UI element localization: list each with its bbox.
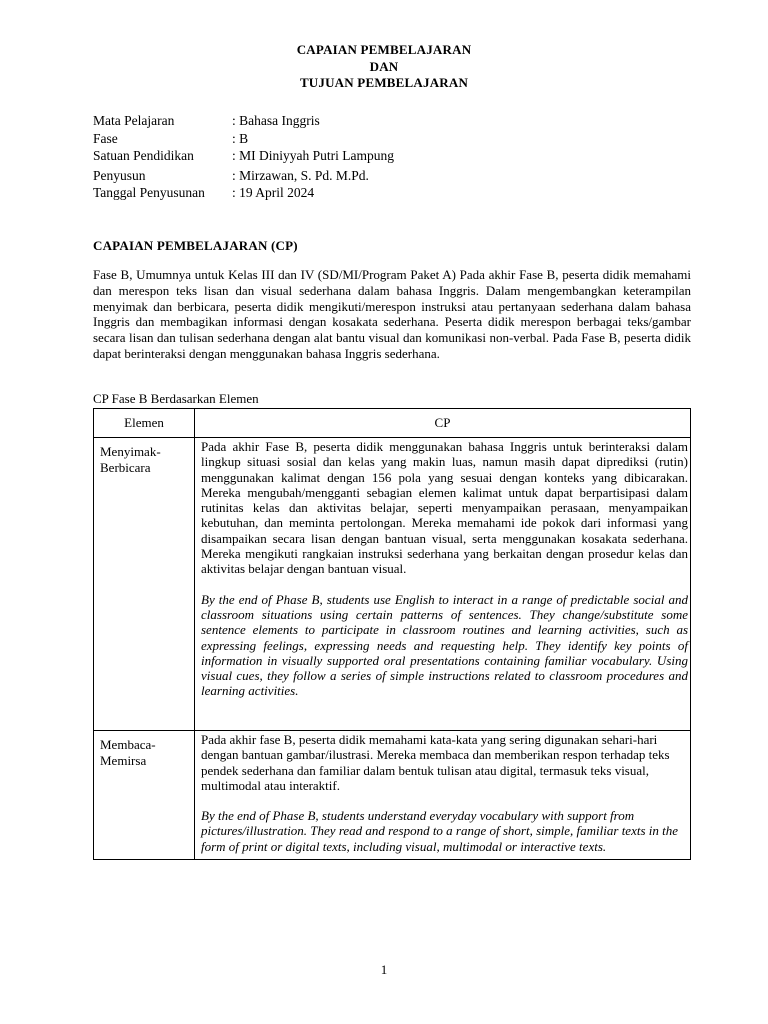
meta-row-author [93, 167, 394, 185]
meta-label: Mata Pelajaran [93, 113, 175, 128]
table-header-row [94, 409, 691, 438]
meta-value: : MI Diniyyah Putri Lampung [232, 148, 394, 163]
meta-value: : B [232, 130, 249, 146]
meta-row-school [93, 147, 394, 165]
meta-value: : 19 April 2024 [232, 185, 315, 200]
cp-table [93, 408, 691, 860]
elemen-cell [94, 731, 195, 860]
elemen-cell [94, 438, 195, 731]
cp-text-indonesian: Pada akhir fase B, peserta didik memahami kata-kata yang sering digunakan sehari-hari dengan bantuan gambar/ilustrasi. Mereka membaca dan memberikan respon terhadap teks pendek sederhana dan familiar dalam bentuk tulisan atau digital, termasuk teks visual, multimodal atau interaktif. [201, 732, 670, 793]
header-cp: CP [195, 409, 691, 438]
meta-value: : Mirzawan, S. Pd. M.Pd. [232, 167, 369, 183]
cp-text-indonesian: Pada akhir Fase B, peserta didik menggunakan bahasa Inggris untuk berinteraksi dalam lingkup situasi sosial dan kelas yang makin luas, namun masih dapat diprediksi (rutin) menggunakan kalimat dengan 156 pola yang sesuai dengan konteks yang dibicarakan. Mereka mengubah/mengganti sebagian elemen kalimat untuk dapat berpartisipasi dalam rutinitas kelas dan aktivitas belajar, seperti menyampaikan perasaan, menyampaikan kebutuhan, dan meminta pertolongan. Mereka memahami ide pokok dari informasi yang disampaikan secara lisan dengan bantuan visual, serta menggunakan kosakata sederhana. Mereka mengikuti rangkaian instruksi sederhana yang berkaitan dengan prosedur kelas dan aktivitas belajar dengan bantuan visual. [201, 439, 688, 577]
cp-text-english: By the end of Phase B, students understand everyday vocabulary with support from pictures/illustration. They read and respond to a range of short, simple, familiar texts in the form of print or digital texts, including visual, multimodal or interactive texts. [201, 808, 679, 854]
title-line-3: TUJUAN PEMBELAJARAN [299, 75, 469, 90]
meta-row-date [93, 184, 394, 202]
document-title [0, 42, 768, 92]
cp-cell [195, 731, 691, 860]
table-row [94, 731, 691, 860]
metadata-block [93, 112, 394, 202]
header-elemen: Elemen [94, 409, 195, 438]
title-line-1: CAPAIAN PEMBELAJARAN [296, 42, 472, 57]
meta-label: Tanggal Penyusunan [93, 185, 205, 200]
title-line-2: DAN [369, 58, 399, 74]
table-caption: CP Fase B Berdasarkan Elemen [93, 391, 259, 406]
elemen-label: Membaca- Memirsa [100, 737, 156, 768]
elemen-label: Menyimak- Berbicara [100, 444, 161, 475]
table-row [94, 438, 691, 731]
meta-row-subject [93, 112, 394, 130]
meta-label: Fase [93, 130, 118, 146]
section-heading-cp: CAPAIAN PEMBELAJARAN (CP) [93, 238, 298, 253]
cp-paragraph: Fase B, Umumnya untuk Kelas III dan IV (SD/MI/Program Paket A) Pada akhir Fase B, peserta didik memahami dan merespon teks lisan dan visual sederhana dalam bahasa Inggris. Dalam mengembangkan keterampilan menyimak dan berbicara, peserta didik mengikuti/merespon instruksi atau pertanyaan sederhana dalam bahasa Inggris dan membagikan informasi dengan kosakata sederhana. Peserta didik merespon berbagai teks/gambar secara lisan dan tulisan sederhana dengan alat bantu visual dan komunikasi non-verbal. Pada Fase B, peserta didik dapat berinteraksi dengan menggunakan bahasa Inggris sederhana. [93, 267, 691, 361]
cp-cell [195, 438, 691, 731]
page-number: 1 [380, 962, 388, 977]
meta-label: Satuan Pendidikan [93, 148, 194, 163]
meta-value: : Bahasa Inggris [232, 113, 320, 128]
meta-row-phase [93, 130, 394, 148]
meta-label: Penyusun [93, 167, 146, 183]
cp-text-english: By the end of Phase B, students use English to interact in a range of predictable social and classroom situations using certain patterns of sentences. They change/substitute some sentence elements to participate in classroom routines and learning activities, such as expressing feelings, expressing needs and requesting help. They identify key points of information in visually supported oral presentations containing familiar vocabulary. Using visual cues, they follow a series of simple instructions related to classroom procedures and learning activities. [201, 591, 688, 699]
